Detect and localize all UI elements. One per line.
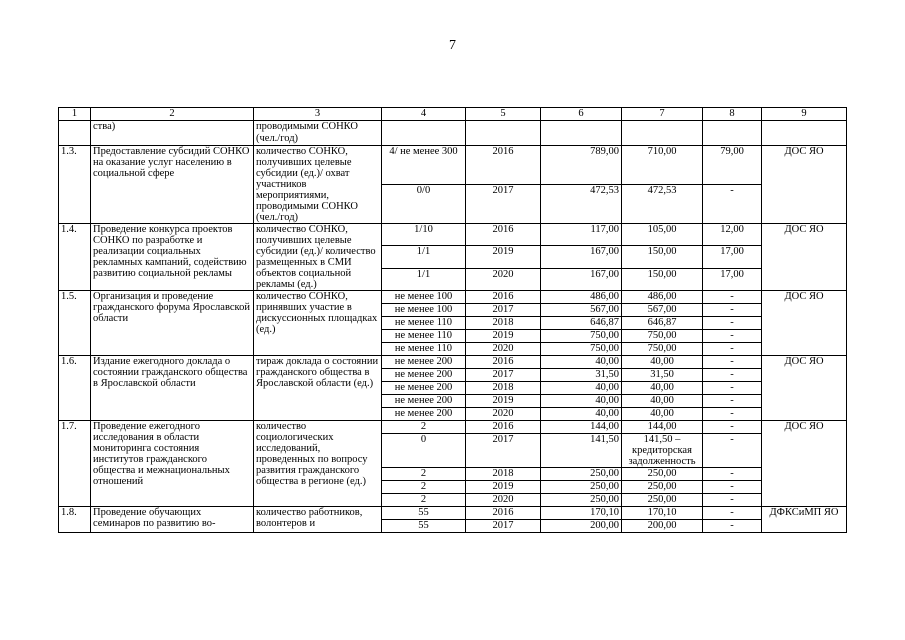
executor-cell: ДОС ЯО <box>762 356 847 421</box>
regional-amount: 150,00 <box>622 268 703 290</box>
empty-cell <box>762 121 847 146</box>
regional-amount: 567,00 <box>622 304 703 317</box>
total-amount: 646,87 <box>541 317 622 330</box>
other-amount: - <box>703 507 762 520</box>
total-amount: 789,00 <box>541 146 622 185</box>
target-value: 0/0 <box>382 185 466 224</box>
continuation-row <box>59 121 847 146</box>
regional-amount: 40,00 <box>622 382 703 395</box>
target-value: не менее 110 <box>382 330 466 343</box>
year-cell: 2020 <box>466 408 541 421</box>
total-amount: 40,00 <box>541 395 622 408</box>
total-amount: 250,00 <box>541 468 622 481</box>
regional-amount: 150,00 <box>622 246 703 268</box>
year-cell: 2017 <box>466 304 541 317</box>
page-number: 7 <box>449 38 456 53</box>
regional-amount: 144,00 <box>622 421 703 434</box>
target-value: не менее 100 <box>382 291 466 304</box>
executor-cell: ДФКСиМП ЯО <box>762 507 847 533</box>
year-cell: 2016 <box>466 291 541 304</box>
column-header: 8 <box>703 108 762 121</box>
regional-amount: 750,00 <box>622 330 703 343</box>
target-value: 55 <box>382 520 466 533</box>
target-value: 2 <box>382 494 466 507</box>
target-value: не менее 200 <box>382 369 466 382</box>
column-header: 5 <box>466 108 541 121</box>
year-cell: 2016 <box>466 224 541 246</box>
column-header: 6 <box>541 108 622 121</box>
table-row <box>59 356 847 369</box>
total-amount: 40,00 <box>541 356 622 369</box>
column-header: 4 <box>382 108 466 121</box>
target-value: 1/1 <box>382 246 466 268</box>
regional-amount: 40,00 <box>622 408 703 421</box>
regional-amount: 250,00 <box>622 481 703 494</box>
total-amount: 141,50 <box>541 434 622 468</box>
target-value: не менее 100 <box>382 304 466 317</box>
regional-amount: 250,00 <box>622 494 703 507</box>
empty-cell <box>59 121 91 146</box>
column-header: 9 <box>762 108 847 121</box>
section-name: Предоставление субсидий СОНКО на оказание услуг населению в социальной сфере <box>91 146 254 224</box>
section-indicator: тираж доклада о состоянии гражданского общества в Ярославской области (ед.) <box>254 356 382 421</box>
regional-amount: 710,00 <box>622 146 703 185</box>
section-name: Проведение конкурса проектов СОНКО по разработке и реализации социальных рекламных кампаний, содействию развитию социальной рекламы <box>91 224 254 291</box>
total-amount: 750,00 <box>541 330 622 343</box>
target-value: не менее 200 <box>382 408 466 421</box>
year-cell: 2019 <box>466 330 541 343</box>
target-value: не менее 110 <box>382 343 466 356</box>
table-row <box>59 507 847 520</box>
section-name: Проведение обучающих семинаров по развитию во- <box>91 507 254 533</box>
other-amount: - <box>703 408 762 421</box>
other-amount: - <box>703 369 762 382</box>
section-name: Организация и проведение гражданского форума Ярославской области <box>91 291 254 356</box>
other-amount: - <box>703 494 762 507</box>
other-amount: - <box>703 434 762 468</box>
section-number: 1.8. <box>59 507 91 533</box>
other-amount: 17,00 <box>703 268 762 290</box>
section-number: 1.4. <box>59 224 91 291</box>
total-amount: 167,00 <box>541 246 622 268</box>
total-amount: 472,53 <box>541 185 622 224</box>
other-amount: - <box>703 304 762 317</box>
section-name: Проведение ежегодного исследования в области мониторинга состояния институтов гражданского общества и межнациональных отношений <box>91 421 254 507</box>
regional-amount: 31,50 <box>622 369 703 382</box>
target-value: 2 <box>382 481 466 494</box>
section-indicator: количество работников, волонтеров и <box>254 507 382 533</box>
year-cell: 2020 <box>466 268 541 290</box>
year-cell: 2017 <box>466 434 541 468</box>
continuation-name: ства) <box>91 121 254 146</box>
target-value: 1/1 <box>382 268 466 290</box>
table-row <box>59 421 847 434</box>
other-amount: - <box>703 317 762 330</box>
year-cell: 2016 <box>466 421 541 434</box>
other-amount: - <box>703 382 762 395</box>
section-indicator: количество СОНКО, получивших целевые субсидии (ед.)/ количество размещенных в СМИ объектов социальной рекламы (ед.) <box>254 224 382 291</box>
regional-amount: 105,00 <box>622 224 703 246</box>
table-row <box>59 224 847 246</box>
other-amount: - <box>703 330 762 343</box>
target-value: 2 <box>382 421 466 434</box>
table-header-row <box>59 108 847 121</box>
total-amount: 40,00 <box>541 382 622 395</box>
total-amount: 40,00 <box>541 408 622 421</box>
regional-amount: 750,00 <box>622 343 703 356</box>
empty-cell <box>466 121 541 146</box>
section-name: Издание ежегодного доклада о состоянии гражданского общества в Ярославской области <box>91 356 254 421</box>
section-number: 1.5. <box>59 291 91 356</box>
executor-cell: ДОС ЯО <box>762 224 847 291</box>
column-header: 2 <box>91 108 254 121</box>
total-amount: 750,00 <box>541 343 622 356</box>
year-cell: 2017 <box>466 369 541 382</box>
target-value: не менее 200 <box>382 382 466 395</box>
other-amount: - <box>703 356 762 369</box>
target-value: 2 <box>382 468 466 481</box>
other-amount: - <box>703 291 762 304</box>
year-cell: 2016 <box>466 507 541 520</box>
program-table <box>58 107 847 533</box>
other-amount: - <box>703 343 762 356</box>
total-amount: 117,00 <box>541 224 622 246</box>
empty-cell <box>622 121 703 146</box>
other-amount: - <box>703 468 762 481</box>
empty-cell <box>382 121 466 146</box>
executor-cell: ДОС ЯО <box>762 146 847 224</box>
other-amount: - <box>703 421 762 434</box>
other-amount: 79,00 <box>703 146 762 185</box>
year-cell: 2018 <box>466 382 541 395</box>
regional-amount: 141,50 – кредиторская задолженность <box>622 434 703 468</box>
year-cell: 2019 <box>466 246 541 268</box>
target-value: не менее 200 <box>382 395 466 408</box>
regional-amount: 250,00 <box>622 468 703 481</box>
target-value: 1/10 <box>382 224 466 246</box>
total-amount: 486,00 <box>541 291 622 304</box>
other-amount: - <box>703 520 762 533</box>
column-header: 1 <box>59 108 91 121</box>
regional-amount: 40,00 <box>622 356 703 369</box>
year-cell: 2016 <box>466 146 541 185</box>
total-amount: 170,10 <box>541 507 622 520</box>
executor-cell: ДОС ЯО <box>762 421 847 507</box>
other-amount: - <box>703 185 762 224</box>
year-cell: 2019 <box>466 395 541 408</box>
regional-amount: 40,00 <box>622 395 703 408</box>
total-amount: 200,00 <box>541 520 622 533</box>
table-row <box>59 146 847 185</box>
continuation-indicator: проводимыми СОНКО (чел./год) <box>254 121 382 146</box>
other-amount: 17,00 <box>703 246 762 268</box>
executor-cell: ДОС ЯО <box>762 291 847 356</box>
section-number: 1.7. <box>59 421 91 507</box>
total-amount: 144,00 <box>541 421 622 434</box>
other-amount: 12,00 <box>703 224 762 246</box>
total-amount: 167,00 <box>541 268 622 290</box>
regional-amount: 200,00 <box>622 520 703 533</box>
target-value: 55 <box>382 507 466 520</box>
year-cell: 2018 <box>466 317 541 330</box>
year-cell: 2020 <box>466 343 541 356</box>
section-indicator: количество СОНКО, принявших участие в дискуссионных площадках (ед.) <box>254 291 382 356</box>
other-amount: - <box>703 481 762 494</box>
other-amount: - <box>703 395 762 408</box>
regional-amount: 170,10 <box>622 507 703 520</box>
column-header: 3 <box>254 108 382 121</box>
empty-cell <box>541 121 622 146</box>
target-value: 0 <box>382 434 466 468</box>
section-number: 1.6. <box>59 356 91 421</box>
year-cell: 2018 <box>466 468 541 481</box>
empty-cell <box>703 121 762 146</box>
year-cell: 2020 <box>466 494 541 507</box>
regional-amount: 486,00 <box>622 291 703 304</box>
target-value: не менее 200 <box>382 356 466 369</box>
table-row <box>59 291 847 304</box>
total-amount: 31,50 <box>541 369 622 382</box>
column-header: 7 <box>622 108 703 121</box>
regional-amount: 646,87 <box>622 317 703 330</box>
total-amount: 250,00 <box>541 481 622 494</box>
year-cell: 2016 <box>466 356 541 369</box>
year-cell: 2019 <box>466 481 541 494</box>
total-amount: 250,00 <box>541 494 622 507</box>
year-cell: 2017 <box>466 520 541 533</box>
year-cell: 2017 <box>466 185 541 224</box>
total-amount: 567,00 <box>541 304 622 317</box>
regional-amount: 472,53 <box>622 185 703 224</box>
section-number: 1.3. <box>59 146 91 224</box>
section-indicator: количество социологических исследований, проведенных по вопросу развития гражданского общества в регионе (ед.) <box>254 421 382 507</box>
target-value: 4/ не менее 300 <box>382 146 466 185</box>
section-indicator: количество СОНКО, получивших целевые субсидии (ед.)/ охват участников мероприятиями, проводимыми СОНКО (чел./год) <box>254 146 382 224</box>
target-value: не менее 110 <box>382 317 466 330</box>
